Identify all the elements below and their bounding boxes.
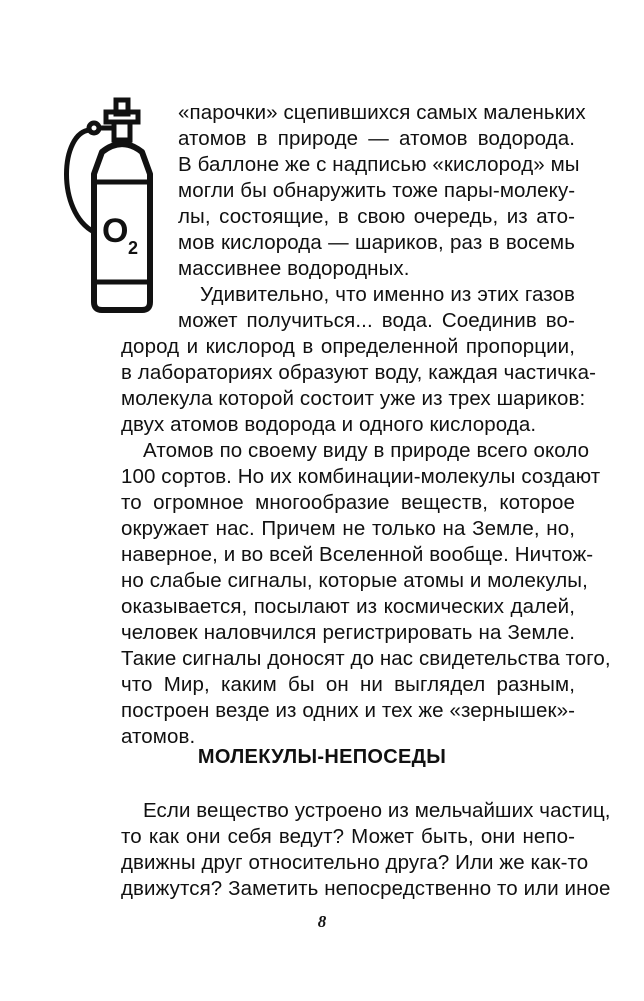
text-line: Если вещество устроено из мельчайших частиц, bbox=[143, 799, 611, 822]
text-line: в лабораториях образуют воду, каждая частичка- bbox=[121, 361, 596, 384]
text-line: что Мир, каким бы он ни выглядел разным, bbox=[121, 673, 575, 696]
text-line: дород и кислород в определенной пропорции, bbox=[121, 335, 575, 358]
formula-subscript: 2 bbox=[128, 238, 139, 258]
text-line: лы, состоящие, в свою очередь, из ато- bbox=[178, 205, 575, 228]
section-heading: МОЛЕКУЛЫ-НЕПОСЕДЫ bbox=[197, 746, 447, 768]
text-line: 100 сортов. Но их комбинации-молекулы создают bbox=[121, 465, 601, 488]
text-line: наверное, и во всей Вселенной вообще. Ничтож- bbox=[121, 543, 594, 566]
page-number: 8 bbox=[317, 912, 327, 931]
text-line: атомов в природе — атомов водорода. bbox=[178, 127, 575, 150]
text-line: но слабые сигналы, которые атомы и молекулы, bbox=[121, 569, 588, 592]
text-line: массивнее водородных. bbox=[178, 257, 410, 280]
text-line: движны друг относительно друга? Или же как-то bbox=[121, 851, 589, 874]
text-line: могли бы обнаружить тоже пары-молеку- bbox=[178, 179, 576, 202]
text-line: мов кислорода — шариков, раз в восемь bbox=[178, 231, 575, 254]
text-line: двух атомов водорода и одного кислорода. bbox=[121, 413, 537, 436]
text-line: Атомов по своему виду в природе всего около bbox=[143, 439, 590, 462]
text-line: то как они себя ведут? Может быть, они непо- bbox=[121, 825, 575, 848]
text-line: построен везде из одних и тех же «зернышек»- bbox=[121, 699, 576, 722]
text-line: может получиться... вода. Соединив во- bbox=[178, 309, 575, 332]
formula-symbol: O bbox=[102, 212, 129, 250]
text-line: «парочки» сцепившихся самых маленьких bbox=[178, 101, 586, 124]
text-line: В баллоне же с надписью «кислород» мы bbox=[178, 153, 580, 176]
text-line: Такие сигналы доносят до нас свидетельства того, bbox=[121, 647, 611, 670]
text-line: движутся? Заметить непосредственно то или иное bbox=[121, 877, 611, 900]
text-line: атомов. bbox=[121, 725, 196, 748]
text-line: молекула которой состоит уже из трех шариков: bbox=[121, 387, 586, 410]
text-line: то огромное многообразие веществ, которое bbox=[121, 491, 575, 514]
text-line: Удивительно, что именно из этих газов bbox=[200, 283, 575, 306]
text-line: окружает нас. Причем не только на Земле, но, bbox=[121, 517, 575, 540]
text-line: оказывается, посылают из космических далей, bbox=[121, 595, 575, 618]
oxygen-cylinder-icon bbox=[50, 92, 170, 322]
text-line: человек наловчился регистрировать на Земле. bbox=[121, 621, 575, 644]
